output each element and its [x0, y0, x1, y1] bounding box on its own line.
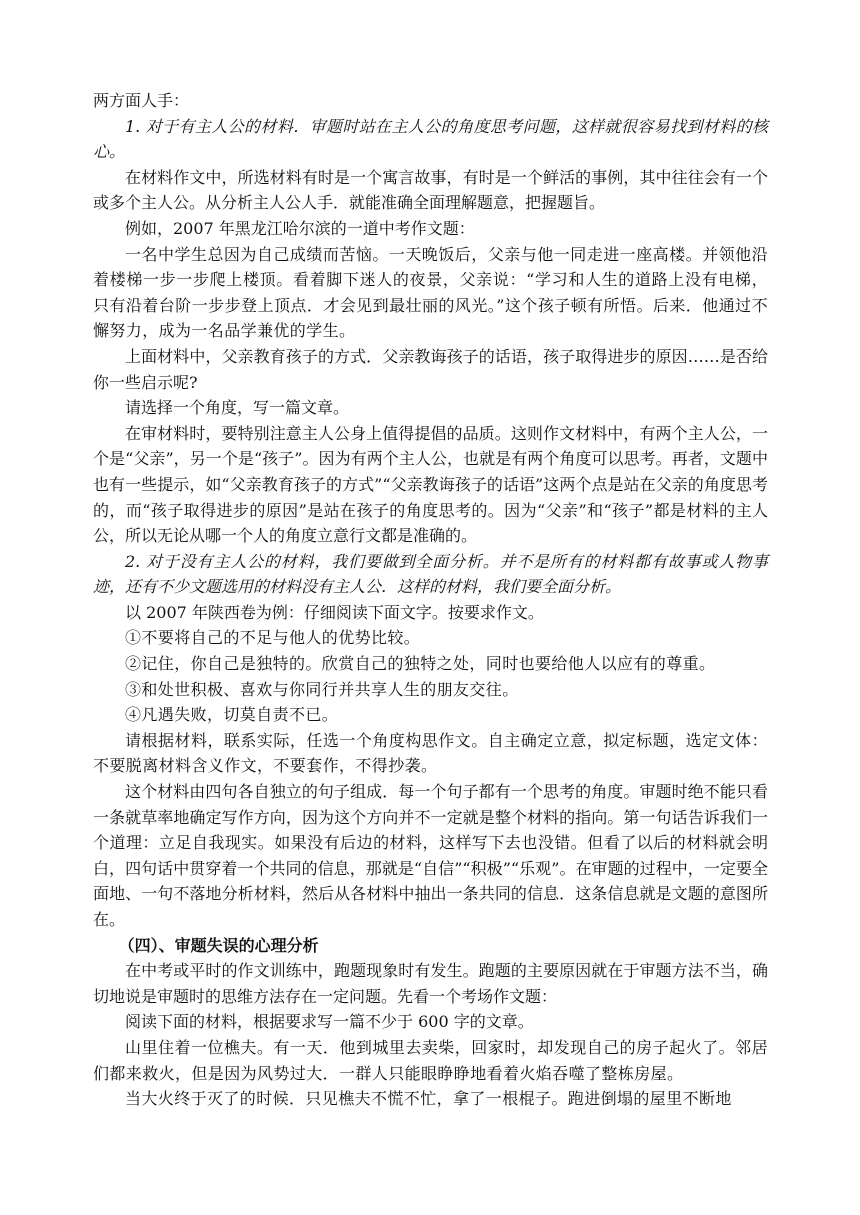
- paragraph: 在审材料时，要特别注意主人公身上值得提倡的品质。这则作文材料中，有两个主人公，一个是“父亲”，另一个是“孩子”。因为有两个主人公，也就是有两个角度可以思考。再者，文题中也有一些提示，如“父亲教育孩子的方式”“父亲教诲孩子的话语”这两个点是站在父亲的角度思考的，而“孩子取得进步的原因”是站在孩子的角度思考的。因为“父亲”和“孩子”都是材料的主人公，所以无论从哪一个人的角度立意行文都是准确的。: [93, 423, 768, 546]
- paragraph: 山里住着一位樵夫。有一天．他到城里去卖柴，回家时，却发现自己的房子起火了。邻居们都来救火，但是因为风势过大．一群人只能眼睁睁地看着火焰吞噬了整栋房屋。: [93, 1037, 768, 1083]
- paragraph: 请根据材料，联系实际，任选一个角度构思作文。自主确定立意，拟定标题，选定文体：不要脱离材料含义作文，不要套作，不得抄袭。: [93, 730, 768, 776]
- paragraph: 例如，2007 年黑龙江哈尔滨的一道中考作文题：: [125, 218, 475, 238]
- paragraph: 2. 对于没有主人公的材料，我们要做到全面分析。并不是所有的材料都有故事或人物事迹，还有不少文题选用的材料没有主人公．这样的材料，我们要全面分析。: [93, 551, 768, 597]
- paragraph: ④凡遇失败，切莫自责不已。: [125, 705, 339, 725]
- paragraph: ②记住，你自己是独特的。欣赏自己的独特之处，同时也要给他人以应有的尊重。: [125, 654, 716, 674]
- paragraph: 请选择一个角度，写一篇文章。: [125, 398, 350, 418]
- paragraph: 上面材料中，父亲教育孩子的方式．父亲教诲孩子的话语，孩子取得进步的原因……是否给你一些启示呢?: [93, 346, 768, 392]
- paragraph: 一名中学生总因为自己成绩而苦恼。一天晚饭后，父亲与他一同走进一座高楼。并领他沿着楼梯一步一步爬上楼顶。看着脚下迷人的夜景，父亲说：“学习和人生的道路上没有电梯，只有沿着台阶一步步登上顶点．才会见到最壮丽的风光。”这个孩子顿有所悟。后来．他通过不懈努力，成为一名品学兼优的学生。: [93, 244, 768, 341]
- paragraph: 在中考或平时的作文训练中，跑题现象时有发生。跑题的主要原因就在于审题方法不当，确切地说是审题时的思维方法存在一定问题。先看一个考场作文题：: [93, 961, 768, 1006]
- paragraph: 阅读下面的材料，根据要求写一篇不少于 600 字的文章。: [125, 1012, 534, 1032]
- paragraph: ③和处世积极、喜欢与你同行并共享人生的朋友交往。: [125, 679, 519, 699]
- paragraph: 当大火终于灭了的时候．只见樵夫不慌不忙，拿了一根棍子。跑进倒塌的屋里不断地: [125, 1089, 732, 1109]
- paragraph: ①不要将自己的不足与他人的优势比较。: [125, 628, 421, 648]
- paragraph: 1. 对于有主人公的材料．审题时站在主人公的角度思考问题，这样就很容易找到材料的核心。: [93, 116, 768, 162]
- document-page: [93, 88, 768, 1112]
- paragraph: 以 2007 年陕西卷为例：仔细阅读下面文字。按要求作文。: [125, 602, 544, 622]
- section-heading: （四）、审题失误的心理分析: [118, 935, 319, 955]
- paragraph: 这个材料由四句各自独立的句子组成．每一个句子都有一个思考的角度。审题时绝不能只看一条就草率地确定写作方向，因为这个方向并不一定就是整个材料的指向。第一句话告诉我们一个道理：立足自我现实。如果没有后边的材料，这样写下去也没错。但看了以后的材料就会明白，四句话中贯穿着一个共同的信息，那就是“自信”“积极”“乐观”。在审题的过程中，一定要全面地、一句不落地分析材料，然后从各材料中抽出一条共同的信息．这条信息就是文题的意图所在。: [93, 782, 768, 929]
- paragraph: 在材料作文中，所选材料有时是一个寓言故事，有时是一个鲜活的事例，其中往往会有一个或多个主人公。从分析主人公人手．就能准确全面理解题意，把握题旨。: [93, 167, 768, 213]
- paragraph: 两方面人手：: [93, 91, 190, 110]
